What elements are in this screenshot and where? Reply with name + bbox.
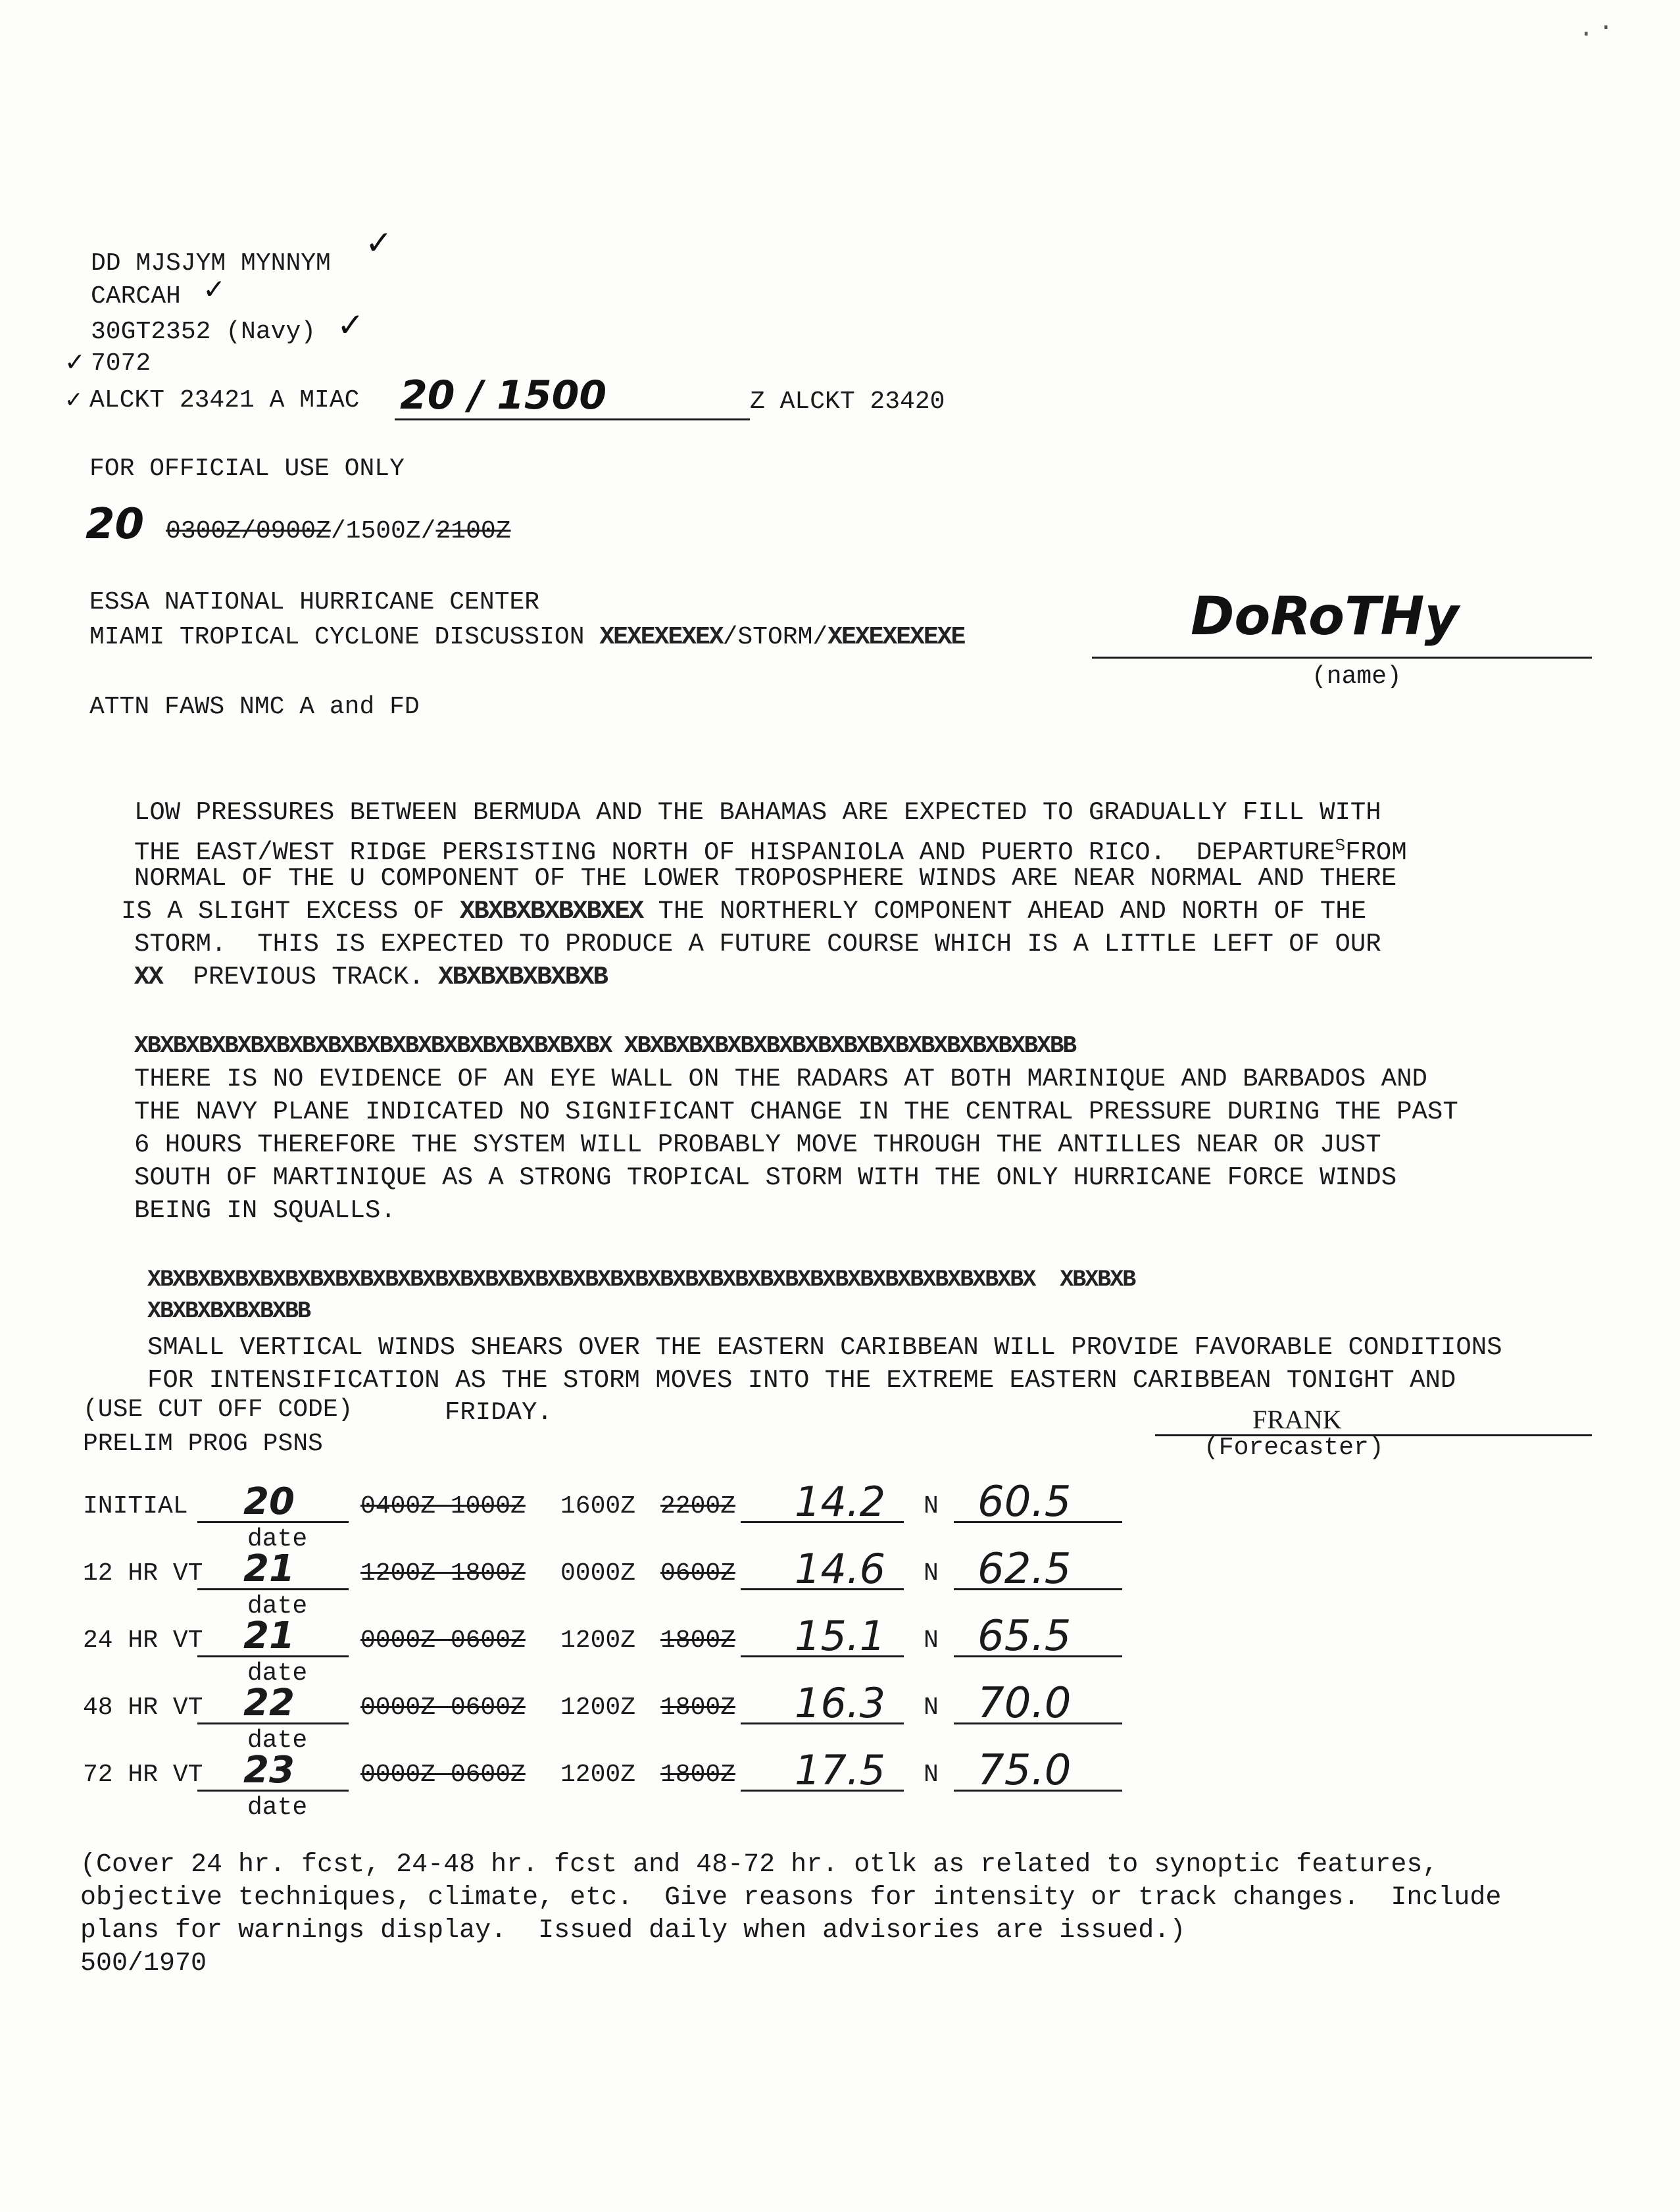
struck-time: 2100Z [435, 517, 511, 545]
date-label: date [247, 1726, 308, 1755]
p1-line4 [121, 895, 1366, 928]
prog-row-lat: 14.6 [795, 1545, 886, 1593]
p2-line3: 6 HOURS THEREFORE THE SYSTEM WILL PROBABLY MOVE THROUGH THE ANTILLES NEAR OR JUST [134, 1130, 1381, 1159]
struck-times: 0000Z 0600Z [360, 1694, 526, 1722]
discussion-line [89, 622, 964, 653]
handwritten-date: 20 [86, 500, 145, 549]
storm-name-handwritten: DoRoTHy [1191, 586, 1459, 647]
p3-line2: FOR INTENSIFICATION AS THE STORM MOVES INTO THE EXTREME EASTERN CARIBBEAN TONIGHT AND [147, 1366, 1456, 1395]
prog-row-date: 22 [243, 1682, 295, 1724]
prog-row-label: 48 HR VT [83, 1694, 203, 1722]
p1-line5: STORM. THIS IS EXPECTED TO PRODUCE A FUTURE COURSE WHICH IS A LITTLE LEFT OF OUR [134, 930, 1381, 959]
p1-line6 [134, 961, 607, 993]
p1-line2-super: S [1335, 836, 1346, 855]
p3-xout-line-2: XBXBXBXBXBXBB [147, 1298, 310, 1324]
prog-row-lon: 60.5 [977, 1478, 1072, 1526]
p1-line2-text: THE EAST/WEST RIDGE PERSISTING NORTH OF HISPANIOLA AND PUERTO RICO. DEPARTURE [134, 838, 1335, 867]
prog-row-lon: 65.5 [977, 1612, 1072, 1661]
p2-line4: SOUTH OF MARTINIQUE AS A STRONG TROPICAL STORM WITH THE ONLY HURRICANE FORCE WINDS [134, 1163, 1397, 1192]
official-use-label: FOR OFFICIAL USE ONLY [89, 455, 405, 483]
check-mark-icon: ✓ [365, 224, 393, 262]
prog-row-time: 0000Z [560, 1559, 636, 1588]
center-title: ESSA NATIONAL HURRICANE CENTER [89, 588, 540, 616]
discussion-prefix: MIAMI TROPICAL CYCLONE DISCUSSION [89, 623, 585, 651]
prog-row-time: 1600Z [560, 1492, 636, 1521]
prog-row-label: INITIAL [83, 1492, 188, 1521]
name-label: (name) [1312, 663, 1402, 691]
p2-line1: THERE IS NO EVIDENCE OF AN EYE WALL ON THE RADARS AT BOTH MARINIQUE AND BARBADOS AND [134, 1065, 1427, 1093]
p3-xout-line-1: XBXBXBXBXBXBXBXBXBXBXBXBXBXBXBXBXBXBXBXBXBXBXBXBXBXBXBXBXBXBXBXBXBXBXBX XBXBXB [147, 1267, 1135, 1293]
p1-xout-end: XBXBXBXBXBXB [424, 963, 607, 992]
footer-line3: plans for warnings display. Issued daily when advisories are issued.) [80, 1916, 1186, 1946]
routing-line-1: DD MJSJYM MYNNYM [91, 249, 331, 278]
routing-line-2: CARCAH [91, 282, 181, 311]
check-mark-icon: ✓ [64, 387, 84, 413]
p1-line4-b: THE NORTHERLY COMPONENT AHEAD AND NORTH OF THE [643, 897, 1367, 926]
p3-line3: FRIDAY. [445, 1398, 553, 1427]
prog-row-lat: 16.3 [795, 1679, 886, 1727]
name-underline [1092, 657, 1592, 659]
storm-option: /STORM/ [722, 623, 828, 651]
struck-time: 0600Z [660, 1559, 736, 1588]
footer-line1: (Cover 24 hr. fcst, 24-48 hr. fcst and 48-72 hr. otlk as related to synoptic features, [80, 1850, 1439, 1880]
prog-row-label: 24 HR VT [83, 1626, 203, 1655]
forecaster-name: FRANK [1252, 1405, 1342, 1434]
date-label: date [247, 1592, 308, 1621]
p2-line2: THE NAVY PLANE INDICATED NO SIGNIFICANT CHANGE IN THE CENTRAL PRESSURE DURING THE PAST [134, 1097, 1458, 1126]
p2-xout-line: XBXBXBXBXBXBXBXBXBXBXBXBXBXBXBXBXBXBX XBXBXBXBXBXBXBXBXBXBXBXBXBXBXBXBXBB [134, 1032, 1076, 1059]
struck-times: 0000Z 0600Z [360, 1761, 526, 1789]
struck-times: 1200Z 1800Z [360, 1559, 526, 1588]
struck-time: 1800Z [660, 1761, 736, 1789]
p1-line4-a: IS A SLIGHT EXCESS OF [121, 897, 445, 926]
struck-times: 0300Z/0900Z [166, 517, 331, 545]
prog-row-time: 1200Z [560, 1761, 636, 1789]
routing-line-3: 30GT2352 (Navy) [91, 318, 316, 346]
n-label: N [924, 1694, 939, 1722]
struck-hurricane: XEXEXEXEX [599, 623, 723, 651]
prog-row-label: 72 HR VT [83, 1761, 203, 1789]
footer-line2: objective techniques, climate, etc. Give reasons for intensity or track changes. Include [80, 1883, 1502, 1913]
p1-line2-end: FROM [1345, 838, 1407, 867]
check-mark-icon: ✓ [64, 347, 86, 376]
struck-time: 2200Z [660, 1492, 736, 1521]
alckt-left: ALCKT 23421 A MIAC [89, 386, 360, 415]
active-time: /1500Z/ [330, 517, 436, 545]
p1-xout-start: XX [134, 963, 162, 992]
attn-line: ATTN FAWS NMC A and FD [89, 693, 420, 721]
alckt-right: Z ALCKT 23420 [750, 388, 945, 416]
struck-time: 1800Z [660, 1626, 736, 1655]
struck-depression: XEXEXEXEXE [828, 623, 965, 651]
cutoff-code-label: (USE CUT OFF CODE) [83, 1395, 353, 1424]
routing-line-4: 7072 [91, 349, 151, 378]
prog-row-date: 21 [243, 1615, 295, 1657]
time-line [166, 516, 511, 547]
struck-time: 1800Z [660, 1694, 736, 1722]
struck-times: 0000Z 0600Z [360, 1626, 526, 1655]
prog-row-lon: 75.0 [977, 1746, 1072, 1795]
form-number: 500/1970 [80, 1949, 207, 1978]
prog-row-lat: 15.1 [795, 1612, 886, 1660]
date-label: date [247, 1659, 308, 1688]
corner-mark: · [1598, 14, 1614, 42]
p2-line5: BEING IN SQUALLS. [134, 1196, 396, 1225]
p1-line1: LOW PRESSURES BETWEEN BERMUDA AND THE BAHAMAS ARE EXPECTED TO GRADUALLY FILL WITH [134, 798, 1381, 827]
prog-title: PRELIM PROG PSNS [83, 1430, 323, 1458]
p1-line6-text: PREVIOUS TRACK. [162, 963, 424, 992]
prog-row-date: 21 [243, 1547, 295, 1590]
prog-row-time: 1200Z [560, 1694, 636, 1722]
fill-in-line [395, 418, 750, 420]
date-label: date [247, 1525, 308, 1553]
prog-row-time: 1200Z [560, 1626, 636, 1655]
n-label: N [924, 1626, 939, 1655]
alckt-handwritten-time: 20 / 1500 [400, 372, 607, 418]
check-mark-icon: ✓ [203, 273, 226, 305]
struck-times: 0400Z 1000Z [360, 1492, 526, 1521]
prog-row-lon: 70.0 [977, 1679, 1072, 1728]
n-label: N [924, 1492, 939, 1521]
p1-line3: NORMAL OF THE U COMPONENT OF THE LOWER TROPOSPHERE WINDS ARE NEAR NORMAL AND THERE [134, 864, 1397, 893]
p3-line1: SMALL VERTICAL WINDS SHEARS OVER THE EASTERN CARIBBEAN WILL PROVIDE FAVORABLE CONDITIONS [147, 1333, 1502, 1362]
corner-mark: · [1579, 20, 1594, 49]
prog-row-lon: 62.5 [977, 1545, 1072, 1594]
check-mark-icon: ✓ [337, 306, 364, 344]
p1-xout: XBXBXBXBXBXEX [459, 897, 643, 926]
n-label: N [924, 1559, 939, 1588]
prog-row-date: 20 [243, 1480, 295, 1523]
prog-row-label: 12 HR VT [83, 1559, 203, 1588]
prog-row-lat: 14.2 [795, 1478, 886, 1526]
prog-row-lat: 17.5 [795, 1746, 886, 1794]
forecaster-label: (Forecaster) [1204, 1434, 1384, 1462]
prog-row-date: 23 [243, 1749, 295, 1792]
date-label: date [247, 1794, 308, 1822]
n-label: N [924, 1761, 939, 1789]
